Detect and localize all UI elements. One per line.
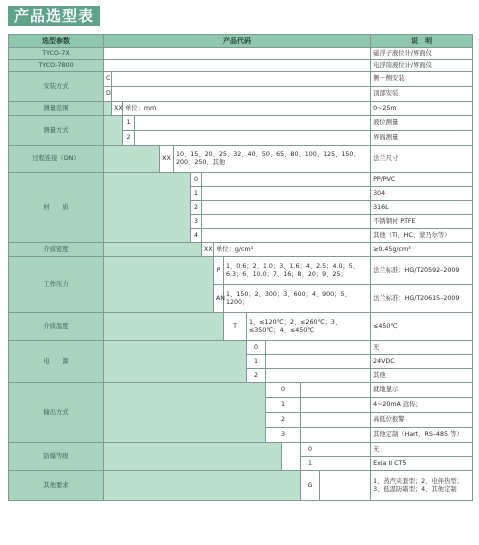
table-row: 3 其他定制（Hart、RS–485 等）: [9, 428, 473, 443]
table-row: 1 24VDC: [9, 355, 473, 369]
table-row: TYCO-7800 电浮筒液位计/界面仪: [9, 60, 473, 72]
table-row: 2 高低位报警: [9, 413, 473, 428]
selection-table: [8, 34, 473, 501]
table-row: 安装方式 C 侧－侧安装: [9, 72, 473, 87]
header-code: 产品代码: [104, 35, 371, 48]
table-row: 输出方式 0 就地显示: [9, 383, 473, 398]
table-row: 2 其他: [9, 369, 473, 383]
table-row: 介质温度 T 1、≤120℃；2、≤260℃；3、≤350℃；4、≤450℃ ≤450℃: [9, 313, 473, 341]
table-row: AN 1、150；2、300；3、600；4、900；5、1200； 法兰标准：HG/T20615–2009: [9, 285, 473, 313]
table-row: TYCO-7X 磁浮子液位计/界面仪: [9, 48, 473, 60]
table-row: 3 不锈钢衬 PTFE: [9, 215, 473, 229]
table-row: 1 304: [9, 187, 473, 201]
table-row: 电 源 0 无: [9, 341, 473, 355]
install-label: 安装方式: [9, 72, 104, 102]
table-row: 介质密度 XX 单位：g/cm³ ≥0.45g/cm³: [9, 243, 473, 257]
table-row: 材 质 0 PP/PVC: [9, 173, 473, 187]
table-row: 测量范围 XX 单位：mm 0~25m: [9, 102, 473, 116]
table-row: D 顶部安装: [9, 87, 473, 102]
table-row: 防爆等级 0 无: [9, 443, 473, 457]
table-row: 4 其他（Ti、HC、蒙乃尔等）: [9, 229, 473, 243]
table-row: 工作压力 P 1、0.6；2、1.0；3、1.6；4、2.5；4.0；5、6.3；6、10.0；7、16；8、20；9、25； 法兰标准：HG/T20592–2009: [9, 257, 473, 285]
table-header: [9, 35, 473, 48]
table-row: 2 316L: [9, 201, 473, 215]
table-row: 其他要求 G 1、蒸汽夹套型；2、电伴热型；3、低温防霜型；4、其他定制: [9, 471, 473, 501]
table-row: 过程连接（DN） XX 10、15、20、25、32、40、50、65、80、100、125、150、200、250、其他 法兰尺寸: [9, 146, 473, 173]
header-desc: 说 明: [371, 35, 473, 48]
page-title: 产品选型表: [8, 6, 100, 26]
table-row: 2 界面测量: [9, 131, 473, 146]
table-row: 1 Exia II CT5: [9, 457, 473, 471]
material-label: 材 质: [9, 173, 104, 243]
header-param: 选型参数: [9, 35, 104, 48]
table-row: 测量方式 1 液位测量: [9, 116, 473, 131]
table-row: 1 4~20mA 远传；: [9, 398, 473, 413]
